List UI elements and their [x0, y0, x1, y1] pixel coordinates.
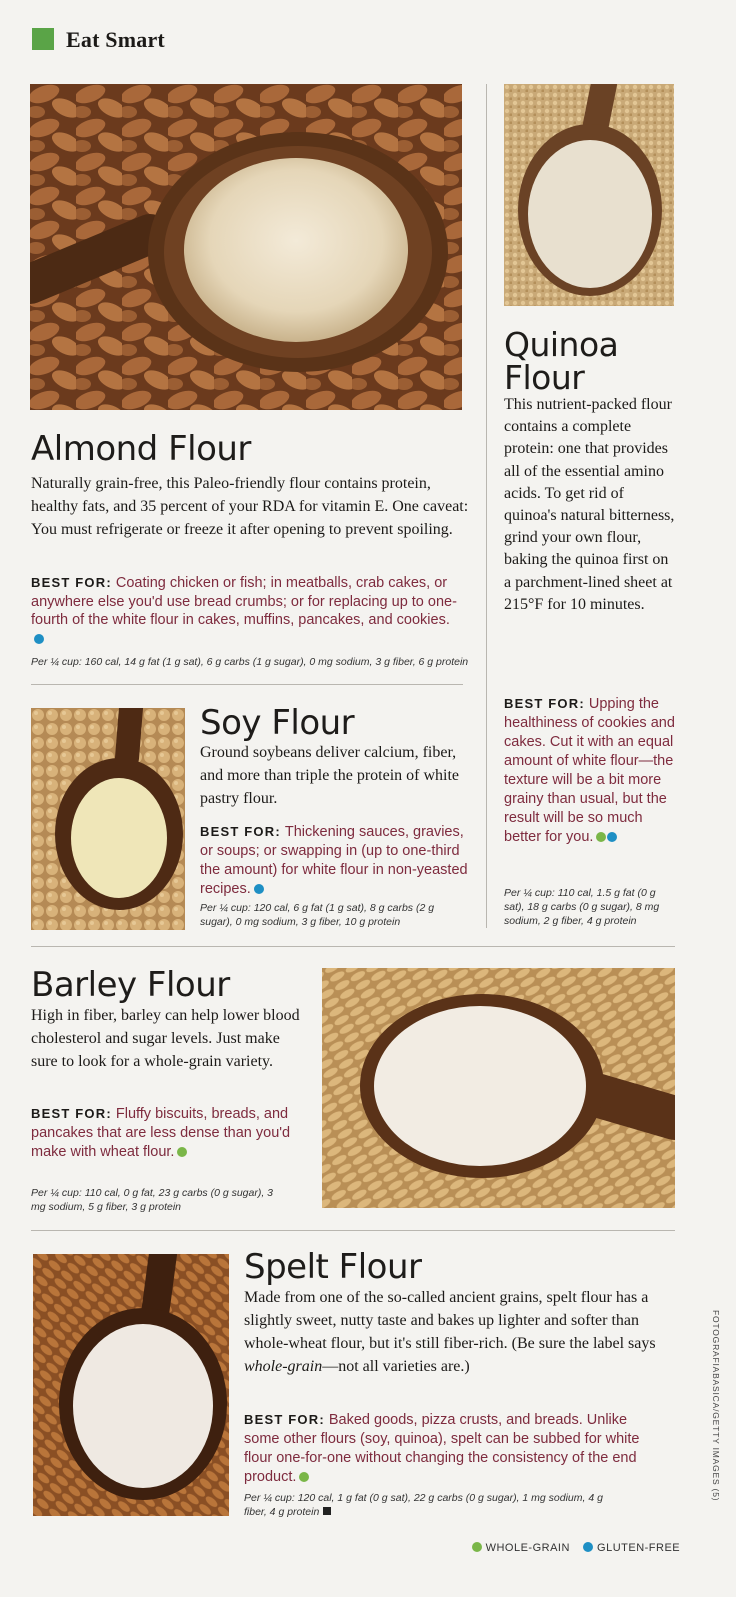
end-mark-icon	[323, 1507, 331, 1515]
spelt-desc-part1: Made from one of the so-called ancient grains, spelt flour has a slightly sweet, nutty taste and bakes up lighter and softer than whole-wheat flour, but it's still fiber-rich. (Be sure the label says	[244, 1289, 656, 1352]
spelt-nutrition-text: Per ¼ cup: 120 cal, 1 g fat (0 g sat), 22 g carbs (0 g sugar), 1 mg sodium, 4 g fiber, 4 g protein	[244, 1492, 603, 1518]
soy-nutrition: Per ¼ cup: 120 cal, 6 g fat (1 g sat), 8 g carbs (2 g sugar), 0 mg sodium, 3 g fiber, 10 g protein	[200, 902, 435, 928]
barley-best-for	[31, 1104, 303, 1162]
section-title: Eat Smart	[66, 27, 165, 52]
almond-flour-description: Naturally grain-free, this Paleo-friendly flour contains protein, healthy fats, and 35 percent of your RDA for vitamin E. One caveat: You must refrigerate or freeze it after opening to prevent spoiling.	[31, 475, 469, 538]
spelt-flour-description	[244, 1286, 676, 1378]
spelt-nutrition	[244, 1491, 614, 1519]
spelt-best-for	[244, 1410, 664, 1487]
spelt-flour-photo	[33, 1254, 229, 1516]
quinoa-flour-description: This nutrient-packed flour contains a complete protein: one that provides all of the essential amino acids. To get rid of quinoa's natural bitterness, grind your own flour, baking the quinoa first on a parchment-lined sheet at 215°F for 10 minutes.	[504, 396, 675, 613]
almond-flour-title: Almond Flour	[31, 429, 251, 469]
divider	[31, 946, 675, 947]
best-for-label: BEST FOR:	[31, 1106, 112, 1121]
section-marker	[32, 28, 54, 50]
legend	[472, 1542, 680, 1554]
best-for-text: Baked goods, pizza crusts, and breads. Unlike some other flours (soy, quinoa), spelt can be subbed for white flour one-for-one without changing the consistency of the end product.	[244, 1412, 640, 1485]
almond-nutrition: Per ¼ cup: 160 cal, 14 g fat (1 g sat), 6 g carbs (1 g sugar), 0 mg sodium, 3 g fiber, 6 g protein	[31, 656, 469, 668]
legend-whole-grain: WHOLE-GRAIN	[485, 1542, 570, 1554]
barley-flour-title: Barley Flour	[31, 965, 230, 1005]
barley-nutrition: Per ¼ cup: 110 cal, 0 g fat, 23 g carbs (0 g sugar), 3 mg sodium, 5 g fiber, 3 g protein	[31, 1187, 274, 1213]
gluten-free-dot-icon	[607, 832, 617, 842]
gluten-free-dot-icon	[254, 884, 264, 894]
quinoa-flour-title	[504, 325, 619, 397]
barley-flour-photo	[322, 968, 675, 1208]
best-for-text: Upping the healthiness of cookies and cakes. Cut it with an equal amount of white flour—the texture will be a bit more grainy than usual, but the result will be so much better for you.	[504, 696, 675, 845]
best-for-text: Thickening sauces, gravies, or soups; or swapping in (up to one-third the amount) for white flour in non-yeasted recipes.	[200, 824, 468, 897]
divider	[31, 684, 463, 685]
spelt-flour-title: Spelt Flour	[244, 1247, 422, 1287]
whole-grain-dot-icon	[299, 1472, 309, 1482]
whole-grain-dot-icon	[177, 1147, 187, 1157]
quinoa-nutrition: Per ¼ cup: 110 cal, 1.5 g fat (0 g sat), 18 g carbs (0 g sugar), 8 mg sodium, 2 g fiber, 4 g protein	[504, 887, 660, 927]
quinoa-flour-photo	[504, 84, 674, 306]
photo-credit: FOTOGRAFIABASICA/GETTY IMAGES (5)	[711, 1310, 721, 1502]
soy-flour-title: Soy Flour	[200, 703, 355, 743]
quinoa-title-line1: Quinoa	[504, 325, 619, 364]
best-for-label: BEST FOR:	[244, 1412, 325, 1427]
soy-flour-description: Ground soybeans deliver calcium, fiber, and more than triple the protein of white pastry flour.	[200, 744, 460, 807]
best-for-label: BEST FOR:	[31, 575, 112, 590]
soy-flour-photo	[31, 708, 185, 930]
barley-flour-description: High in fiber, barley can help lower blood cholesterol and sugar levels. Just make sure to look for a whole-grain variety.	[31, 1007, 300, 1070]
best-for-text: Fluffy biscuits, breads, and pancakes that are less dense than you'd make with wheat flour.	[31, 1106, 291, 1160]
whole-grain-dot-icon	[596, 832, 606, 842]
quinoa-title-line2: Flour	[504, 358, 585, 397]
almond-best-for	[31, 574, 459, 648]
quinoa-best-for	[504, 694, 676, 847]
gluten-free-dot-icon	[583, 1542, 593, 1552]
gluten-free-dot-icon	[34, 634, 44, 644]
best-for-text: Coating chicken or fish; in meatballs, crab cakes, or anywhere else you'd use bread crumbs; or for replacing up to one-fourth of the white flour in cakes, muffins, pancakes, and cookies.	[31, 575, 457, 628]
whole-grain-dot-icon	[472, 1542, 482, 1552]
spelt-desc-part2: —not all varieties are.)	[322, 1358, 470, 1375]
almond-flour-photo	[30, 84, 462, 410]
spelt-desc-emphasis: whole-grain	[244, 1358, 323, 1375]
column-divider	[486, 84, 487, 928]
legend-gluten-free: GLUTEN-FREE	[597, 1542, 681, 1554]
divider	[31, 1230, 675, 1231]
best-for-label: BEST FOR:	[200, 824, 281, 839]
best-for-label: BEST FOR:	[504, 696, 585, 711]
soy-best-for	[200, 822, 476, 899]
